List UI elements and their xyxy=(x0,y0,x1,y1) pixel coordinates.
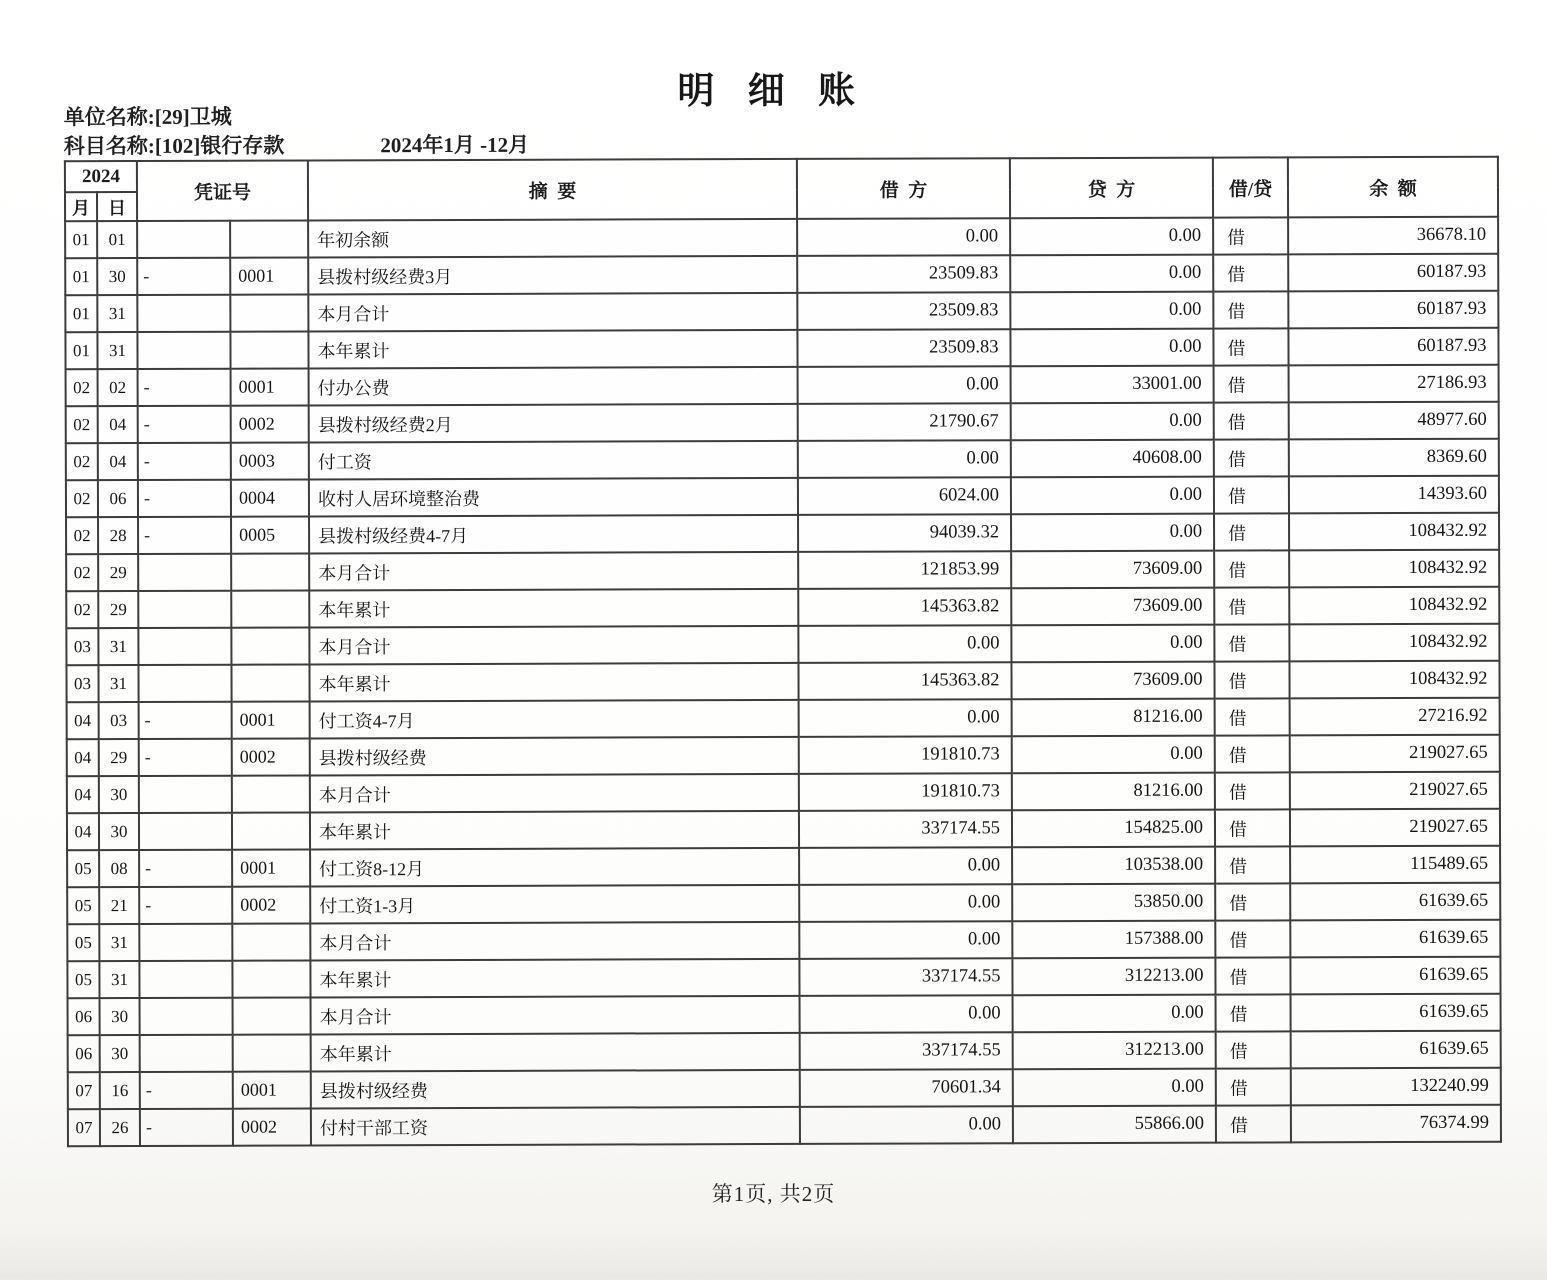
direction-cell: 借 xyxy=(1215,698,1290,735)
debit-cell: 145363.82 xyxy=(798,588,1011,626)
direction-cell: 借 xyxy=(1215,772,1290,809)
summary-cell: 年初余额 xyxy=(308,219,797,258)
direction-cell: 借 xyxy=(1216,1031,1291,1068)
voucher-no-cell xyxy=(233,997,311,1034)
debit-cell: 0.00 xyxy=(799,847,1012,885)
ledger-body xyxy=(65,217,1501,1146)
balance-cell: 61639.65 xyxy=(1290,883,1500,921)
debit-cell: 191810.73 xyxy=(799,773,1012,811)
month-cell: 02 xyxy=(66,369,98,406)
day-cell: 02 xyxy=(98,369,138,406)
voucher-no-cell xyxy=(232,923,310,960)
credit-cell: 73609.00 xyxy=(1011,662,1214,700)
direction-cell: 借 xyxy=(1215,809,1290,846)
voucher-no-cell xyxy=(230,294,308,331)
voucher-no-cell xyxy=(232,812,310,849)
voucher-no-cell xyxy=(231,664,309,701)
table-row xyxy=(68,1031,1501,1073)
voucher-no-cell xyxy=(232,960,310,997)
direction-cell: 借 xyxy=(1215,883,1290,920)
voucher-type-cell xyxy=(139,961,232,998)
summary-cell: 本月合计 xyxy=(308,293,797,332)
direction-cell: 借 xyxy=(1215,735,1290,772)
debit-cell: 0.00 xyxy=(798,440,1011,478)
debit-cell: 191810.73 xyxy=(799,736,1012,774)
debit-cell: 0.00 xyxy=(797,218,1010,256)
credit-cell: 0.00 xyxy=(1011,625,1214,663)
table-row xyxy=(66,550,1499,592)
direction-cell: 借 xyxy=(1214,550,1289,587)
direction-header: 借/贷 xyxy=(1213,157,1288,217)
balance-cell: 61639.65 xyxy=(1290,957,1500,995)
table-row xyxy=(67,735,1500,777)
balance-cell: 14393.60 xyxy=(1289,476,1499,514)
credit-header: 贷 方 xyxy=(1010,158,1213,219)
debit-cell: 21790.67 xyxy=(798,403,1011,441)
voucher-no-cell: 0002 xyxy=(232,886,310,923)
voucher-type-cell xyxy=(138,554,231,591)
credit-cell: 33001.00 xyxy=(1011,366,1214,404)
voucher-no-cell xyxy=(231,553,309,590)
balance-cell: 132240.99 xyxy=(1291,1068,1501,1106)
account-name-label: 科目名称:[102]银行存款 xyxy=(63,133,285,159)
table-row xyxy=(67,846,1500,888)
voucher-type-cell xyxy=(140,1035,233,1072)
credit-cell: 81216.00 xyxy=(1012,773,1215,811)
table-row xyxy=(65,291,1498,333)
voucher-type-cell: - xyxy=(137,258,230,295)
table-row xyxy=(66,661,1499,703)
balance-cell: 108432.92 xyxy=(1289,587,1499,625)
balance-cell: 8369.60 xyxy=(1289,439,1499,477)
voucher-no-cell: 0004 xyxy=(231,479,309,516)
balance-cell: 115489.65 xyxy=(1290,846,1500,884)
summary-cell: 本月合计 xyxy=(310,774,799,813)
day-cell: 16 xyxy=(100,1072,140,1109)
month-cell: 06 xyxy=(68,998,100,1035)
direction-cell: 借 xyxy=(1216,1105,1291,1142)
voucher-type-cell: - xyxy=(139,887,232,924)
month-cell: 02 xyxy=(66,554,98,591)
balance-cell: 108432.92 xyxy=(1289,513,1499,551)
table-row xyxy=(66,476,1499,518)
direction-cell: 借 xyxy=(1213,217,1288,254)
credit-cell: 0.00 xyxy=(1010,292,1213,330)
table-row xyxy=(67,809,1500,851)
month-cell: 07 xyxy=(68,1072,100,1109)
month-cell: 05 xyxy=(67,924,99,961)
voucher-type-cell xyxy=(140,998,233,1035)
voucher-no-cell xyxy=(230,331,308,368)
debit-cell: 0.00 xyxy=(800,1106,1013,1144)
direction-cell: 借 xyxy=(1215,920,1290,957)
direction-cell: 借 xyxy=(1215,846,1290,883)
table-row xyxy=(68,1105,1501,1147)
summary-header: 摘 要 xyxy=(308,159,797,221)
voucher-no-cell: 0001 xyxy=(231,368,309,405)
voucher-type-cell: - xyxy=(139,739,232,776)
debit-cell: 0.00 xyxy=(799,921,1012,959)
voucher-no-cell: 0002 xyxy=(232,738,310,775)
debit-cell: 23509.83 xyxy=(797,329,1010,367)
debit-cell: 94039.32 xyxy=(798,514,1011,552)
balance-cell: 60187.93 xyxy=(1288,291,1498,329)
day-cell: 30 xyxy=(100,1035,140,1072)
year-header: 2024 xyxy=(65,161,137,192)
account-row xyxy=(64,129,529,160)
day-cell: 30 xyxy=(99,776,139,813)
voucher-type-cell xyxy=(137,295,230,332)
debit-cell: 23509.83 xyxy=(797,255,1010,293)
summary-cell: 本年累计 xyxy=(309,663,798,702)
voucher-no-cell: 0001 xyxy=(230,257,308,294)
month-cell: 07 xyxy=(68,1109,100,1146)
credit-cell: 0.00 xyxy=(1010,329,1213,367)
direction-cell: 借 xyxy=(1216,994,1291,1031)
balance-cell: 61639.65 xyxy=(1291,994,1501,1032)
summary-cell: 付村干部工资 xyxy=(311,1107,800,1146)
day-cell: 06 xyxy=(98,480,138,517)
table-row xyxy=(66,513,1499,555)
voucher-no-cell: 0003 xyxy=(231,442,309,479)
credit-cell: 0.00 xyxy=(1011,514,1214,552)
voucher-no-cell: 0002 xyxy=(233,1108,311,1145)
balance-cell: 48977.60 xyxy=(1289,402,1499,440)
page-number-footer: 第1页, 共2页 xyxy=(711,1182,836,1206)
month-cell: 06 xyxy=(68,1035,100,1072)
credit-cell: 0.00 xyxy=(1010,218,1213,256)
table-row xyxy=(67,920,1500,962)
debit-cell: 0.00 xyxy=(799,699,1012,737)
summary-cell: 收村人居环境整治费 xyxy=(309,478,798,517)
ledger-table xyxy=(64,156,1502,1148)
voucher-type-cell xyxy=(139,813,232,850)
credit-cell: 0.00 xyxy=(1010,255,1213,293)
summary-cell: 付工资4-7月 xyxy=(310,700,799,739)
day-cell: 04 xyxy=(98,406,138,443)
month-cell: 02 xyxy=(66,480,98,517)
voucher-no-header: 凭证号 xyxy=(137,160,308,221)
month-cell: 04 xyxy=(67,813,99,850)
credit-cell: 312213.00 xyxy=(1012,958,1215,996)
voucher-type-cell xyxy=(139,776,232,813)
direction-cell: 借 xyxy=(1214,439,1289,476)
voucher-no-cell xyxy=(233,1034,311,1071)
balance-cell: 108432.92 xyxy=(1289,661,1499,699)
summary-cell: 县拨村级经费 xyxy=(310,737,799,776)
voucher-type-cell: - xyxy=(138,406,231,443)
summary-cell: 本月合计 xyxy=(310,922,799,961)
voucher-type-cell: - xyxy=(138,369,231,406)
balance-cell: 61639.65 xyxy=(1291,1031,1501,1069)
day-cell: 31 xyxy=(99,924,139,961)
month-cell: 05 xyxy=(67,887,99,924)
direction-cell: 借 xyxy=(1213,328,1288,365)
voucher-type-cell xyxy=(137,332,230,369)
month-cell: 03 xyxy=(66,628,98,665)
day-cell: 31 xyxy=(98,665,138,702)
debit-cell: 337174.55 xyxy=(800,1032,1013,1070)
month-cell: 04 xyxy=(67,776,99,813)
table-row xyxy=(67,957,1500,999)
credit-cell: 312213.00 xyxy=(1013,1032,1216,1070)
table-row xyxy=(65,328,1498,370)
summary-cell: 县拨村级经费4-7月 xyxy=(309,515,798,554)
month-cell: 04 xyxy=(67,739,99,776)
table-row xyxy=(65,217,1498,259)
debit-cell: 0.00 xyxy=(800,995,1013,1033)
day-cell: 31 xyxy=(97,332,137,369)
voucher-type-cell xyxy=(137,221,230,258)
direction-cell: 借 xyxy=(1214,587,1289,624)
table-row xyxy=(68,1068,1501,1110)
day-cell: 08 xyxy=(99,850,139,887)
month-cell: 04 xyxy=(67,702,99,739)
day-cell: 30 xyxy=(97,258,137,295)
direction-cell: 借 xyxy=(1214,476,1289,513)
debit-cell: 337174.55 xyxy=(799,958,1012,996)
voucher-type-cell xyxy=(139,924,232,961)
credit-cell: 103538.00 xyxy=(1012,847,1215,885)
summary-cell: 付工资1-3月 xyxy=(310,885,799,924)
month-cell: 03 xyxy=(66,665,98,702)
day-cell: 28 xyxy=(98,517,138,554)
direction-cell: 借 xyxy=(1213,254,1288,291)
balance-cell: 27186.93 xyxy=(1289,365,1499,403)
summary-cell: 本年累计 xyxy=(310,959,799,998)
balance-cell: 60187.93 xyxy=(1288,254,1498,292)
day-cell: 30 xyxy=(99,813,139,850)
table-row xyxy=(65,254,1498,296)
day-cell: 29 xyxy=(98,554,138,591)
direction-cell: 借 xyxy=(1213,291,1288,328)
voucher-no-cell: 0001 xyxy=(233,1071,311,1108)
page-title: 明 细 账 xyxy=(677,70,867,113)
balance-cell: 61639.65 xyxy=(1290,920,1500,958)
day-cell: 30 xyxy=(100,998,140,1035)
credit-cell: 0.00 xyxy=(1012,736,1215,774)
voucher-type-cell: - xyxy=(138,517,231,554)
summary-cell: 本月合计 xyxy=(309,626,798,665)
summary-cell: 本月合计 xyxy=(309,552,798,591)
summary-cell: 付工资8-12月 xyxy=(310,848,799,887)
credit-cell: 0.00 xyxy=(1011,477,1214,515)
period-label: 2024年1月 -12月 xyxy=(380,132,530,158)
summary-cell: 本年累计 xyxy=(308,330,797,369)
direction-cell: 借 xyxy=(1214,402,1289,439)
summary-cell: 本月合计 xyxy=(311,996,800,1035)
credit-cell: 55866.00 xyxy=(1013,1106,1216,1144)
credit-cell: 81216.00 xyxy=(1012,699,1215,737)
table-row xyxy=(67,772,1500,814)
debit-cell: 0.00 xyxy=(798,366,1011,404)
credit-cell: 157388.00 xyxy=(1012,921,1215,959)
summary-cell: 县拨村级经费3月 xyxy=(308,256,797,295)
summary-cell: 县拨村级经费 xyxy=(311,1070,800,1109)
debit-cell: 121853.99 xyxy=(798,551,1011,589)
direction-cell: 借 xyxy=(1214,661,1289,698)
month-cell: 05 xyxy=(67,850,99,887)
voucher-type-cell xyxy=(138,665,231,702)
credit-cell: 0.00 xyxy=(1011,403,1214,441)
summary-cell: 县拨村级经费2月 xyxy=(309,404,798,443)
debit-cell: 23509.83 xyxy=(797,292,1010,330)
day-cell: 31 xyxy=(99,961,139,998)
voucher-type-cell xyxy=(138,628,231,665)
balance-cell: 219027.65 xyxy=(1290,772,1500,810)
month-cell: 02 xyxy=(66,517,98,554)
direction-cell: 借 xyxy=(1216,1068,1291,1105)
voucher-type-cell: - xyxy=(138,480,231,517)
balance-cell: 108432.92 xyxy=(1289,624,1499,662)
month-cell: 01 xyxy=(65,221,97,258)
voucher-no-cell: 0001 xyxy=(232,849,310,886)
month-cell: 05 xyxy=(67,961,99,998)
month-cell: 02 xyxy=(66,443,98,480)
credit-cell: 73609.00 xyxy=(1011,551,1214,589)
voucher-no-cell xyxy=(231,627,309,664)
summary-cell: 付工资 xyxy=(309,441,798,480)
debit-cell: 337174.55 xyxy=(799,810,1012,848)
debit-cell: 145363.82 xyxy=(798,662,1011,700)
debit-cell: 6024.00 xyxy=(798,477,1011,515)
voucher-no-cell: 0005 xyxy=(231,516,309,553)
month-cell: 01 xyxy=(65,332,97,369)
month-header: 月 xyxy=(65,192,97,221)
credit-cell: 53850.00 xyxy=(1012,884,1215,922)
debit-header: 借 方 xyxy=(797,158,1010,219)
balance-cell: 36678.10 xyxy=(1288,217,1498,255)
balance-cell: 108432.92 xyxy=(1289,550,1499,588)
direction-cell: 借 xyxy=(1215,957,1290,994)
voucher-no-cell: 0001 xyxy=(232,701,310,738)
direction-cell: 借 xyxy=(1214,365,1289,402)
debit-cell: 0.00 xyxy=(798,625,1011,663)
day-cell: 29 xyxy=(99,739,139,776)
voucher-no-cell xyxy=(231,590,309,627)
month-cell: 01 xyxy=(65,295,97,332)
debit-cell: 70601.34 xyxy=(800,1069,1013,1107)
voucher-no-cell xyxy=(232,775,310,812)
summary-cell: 本年累计 xyxy=(310,811,799,850)
day-cell: 01 xyxy=(97,221,137,258)
month-cell: 02 xyxy=(66,406,98,443)
month-cell: 02 xyxy=(66,591,98,628)
credit-cell: 40608.00 xyxy=(1011,440,1214,478)
day-cell: 31 xyxy=(97,295,137,332)
table-row xyxy=(66,402,1499,444)
debit-cell: 0.00 xyxy=(799,884,1012,922)
voucher-type-cell: - xyxy=(140,1072,233,1109)
day-cell: 26 xyxy=(100,1109,140,1146)
voucher-type-cell: - xyxy=(139,850,232,887)
day-header: 日 xyxy=(97,192,137,221)
day-cell: 29 xyxy=(98,591,138,628)
direction-cell: 借 xyxy=(1214,624,1289,661)
summary-cell: 付办公费 xyxy=(309,367,798,406)
day-cell: 21 xyxy=(99,887,139,924)
unit-name-label: 单位名称:[29]卫城 xyxy=(63,104,232,130)
direction-cell: 借 xyxy=(1214,513,1289,550)
credit-cell: 0.00 xyxy=(1013,1069,1216,1107)
balance-cell: 76374.99 xyxy=(1291,1105,1501,1143)
voucher-type-cell: - xyxy=(139,702,232,739)
table-row xyxy=(68,994,1501,1036)
summary-cell: 本年累计 xyxy=(311,1033,800,1072)
balance-cell: 60187.93 xyxy=(1288,328,1498,366)
voucher-type-cell xyxy=(138,591,231,628)
voucher-type-cell: - xyxy=(138,443,231,480)
table-row xyxy=(66,624,1499,666)
balance-cell: 27216.92 xyxy=(1290,698,1500,736)
table-row xyxy=(66,587,1499,629)
summary-cell: 本年累计 xyxy=(309,589,798,628)
table-row xyxy=(67,883,1500,925)
table-row xyxy=(66,365,1499,407)
day-cell: 31 xyxy=(98,628,138,665)
credit-cell: 154825.00 xyxy=(1012,810,1215,848)
day-cell: 03 xyxy=(99,702,139,739)
credit-cell: 0.00 xyxy=(1013,995,1216,1033)
balance-header: 余 额 xyxy=(1288,157,1498,218)
voucher-no-cell xyxy=(230,220,308,257)
month-cell: 01 xyxy=(65,258,97,295)
credit-cell: 73609.00 xyxy=(1011,588,1214,626)
balance-cell: 219027.65 xyxy=(1290,809,1500,847)
day-cell: 04 xyxy=(98,443,138,480)
balance-cell: 219027.65 xyxy=(1290,735,1500,773)
table-row xyxy=(67,698,1500,740)
voucher-no-cell: 0002 xyxy=(231,405,309,442)
table-row xyxy=(66,439,1499,481)
ledger-header xyxy=(65,157,1498,222)
voucher-type-cell: - xyxy=(140,1109,233,1146)
